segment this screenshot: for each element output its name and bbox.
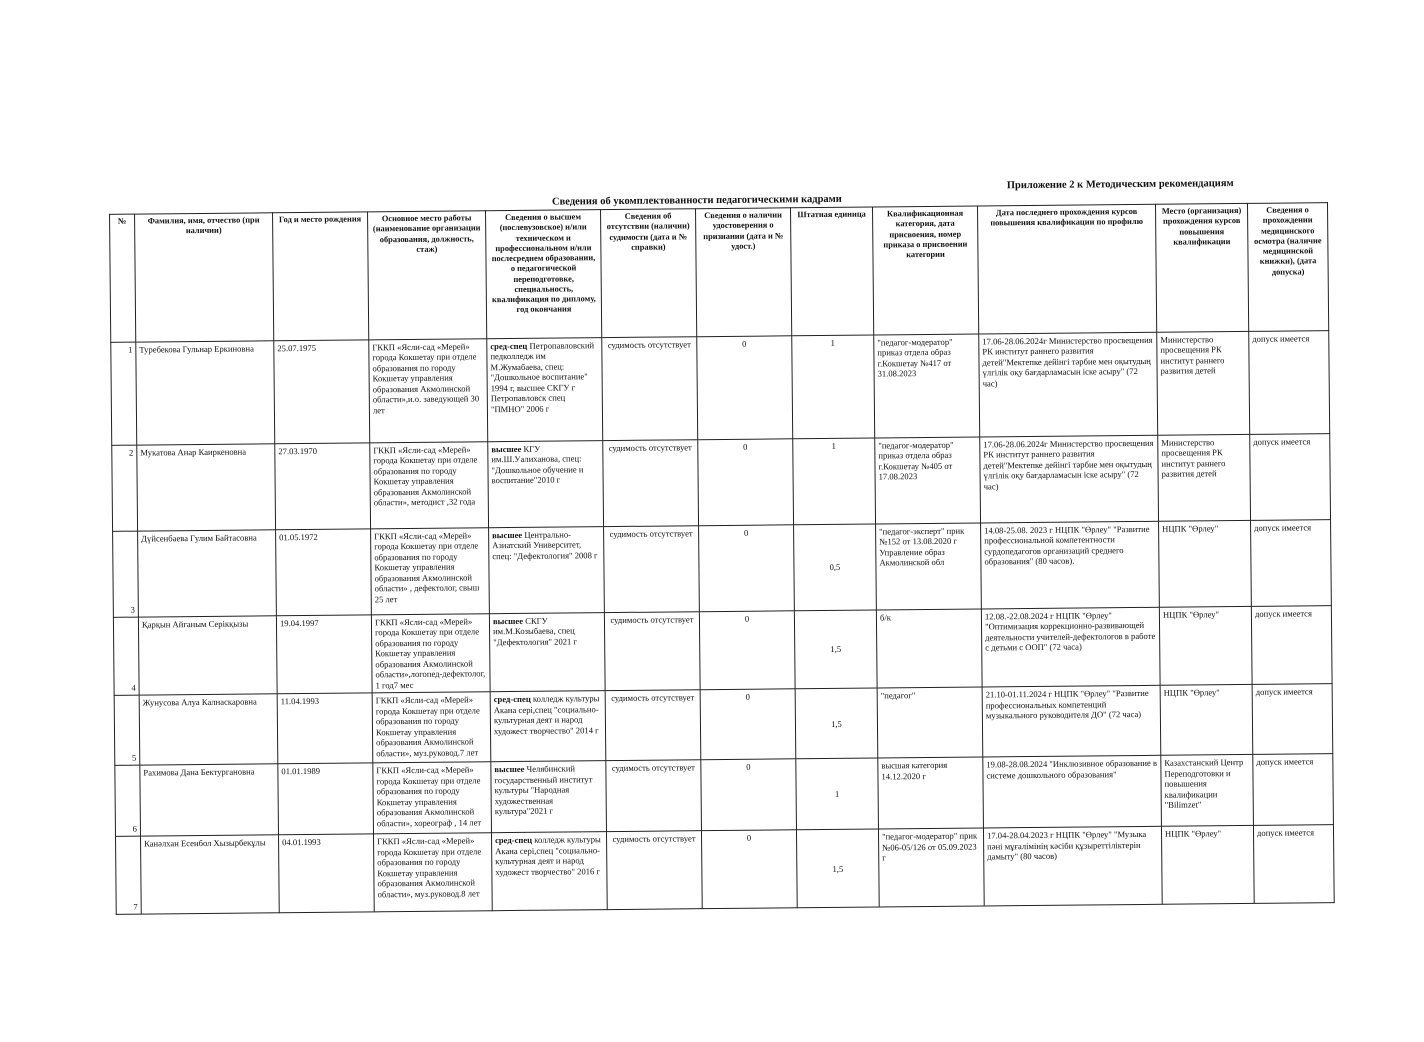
staff-unit: 1,5 [796,829,879,908]
teacher-name: Жунусова Алуа Калнаскаровна [139,694,278,765]
column-header: № [110,214,136,342]
courses-place: НЦПК "Өрлеу" [1161,826,1254,905]
courses-date: 12.08.-22.08.2024 г НЦПК "Өрлеу" "Оптимизация коррекционно-развивающей деятельности учителей-дефектологов в работе с детьми с ООП" (72 часа) [981,607,1160,687]
row-number: 2 [112,445,138,531]
table-header-row [110,203,1329,343]
row-number: 7 [116,836,142,914]
table-row [115,754,1334,837]
education-text: СКГУ им.М.Козыбаева, спец "Дефектология" 2021 г [493,615,578,648]
education-level: высшее [494,764,525,775]
criminal-record: судимость отсутствует [603,440,699,527]
criminal-record: судимость отсутствует [605,690,701,761]
education-text: КГУ им.Ш.Уалиханова, спец: "Дошкольное обучение и воспитание"2010 г [491,443,584,486]
appendix-note: Приложение 2 к Методическим рекомендациям [1006,178,1234,192]
workplace: ГККП «Ясли-сад «Мерей» города Кокшетау при отделе образования по городу Кокшетау управления образования Акмолинской области», муз.руковод.8 лет [374,833,493,912]
column-header: Сведения о высшем (послевузовское) н/или техническом и профессиональном н/или послесреднем образовании, о педагогической переподготовке, специальность, квалификация по диплому, год окончания [486,210,602,339]
education-level: высшее [492,529,523,541]
workplace: ГККП «Ясли-сад «Мерей» города Кокшетау при отделе образования по городу Кокшетау управления образования Акмолинской области»,и.о. заведующей 30 лет [369,339,488,443]
workplace: ГККП «Ясли-сад «Мерей» города Кокшетау при отделе образования по городу Кокшетау управления образования Акмолинской области», методист ,32 года [370,442,489,529]
recognition-certificate: 0 [701,830,797,909]
birth-date: 27.03.1970 [275,443,371,530]
staff-unit: 1 [793,438,876,525]
staff-unit: 1,5 [794,610,877,689]
workplace: ГККП «Ясли-сад «Мерей» города Кокшетау при отделе образования по городу Кокшетау управления образования Акмолинской области», муз.руковод.7 лет [372,692,491,763]
medical-check: допуск имеется [1253,825,1334,904]
row-number: 6 [115,765,141,836]
column-header: Квалификационная категория, дата присвоения, номер приказа о присвоении категории [873,206,979,335]
staff-table [109,202,1335,915]
birth-date: 25.07.1975 [274,340,370,444]
courses-date: 17.04-28.04.2023 г НЦПК "Өрлеу" "Музыка пәні мұғалімінің кәсіби құзыреттіліктерін дамыту" (80 часов) [983,827,1162,907]
courses-date: 19.08-28.08.2024 "Инклюзивное образование в системе дошкольного образования" [983,756,1162,829]
education-level: сред-спец [490,340,528,352]
recognition-certificate: 0 [700,689,796,760]
medical-check: допуск имеется [1253,754,1334,826]
criminal-record: судимость отсутствует [604,526,700,613]
education-text: колледж культуры Акана серi,спец "социально-культурная деят и народ художест творчество" 2016 г [495,834,601,878]
education-text: Челябинский государственный институт культуры "Народная художественная культура"2021 г [494,763,593,817]
column-header: Сведения о прохождении медицинского осмотра (наличие медицинской книжки), (дата допуска) [1247,203,1328,332]
birth-date: 01.05.1972 [276,529,372,616]
education-level: сред-спец [495,835,533,846]
table-row [113,606,1332,696]
education-level: высшее [491,443,522,455]
recognition-certificate: 0 [701,759,797,831]
birth-date: 04.01.1993 [279,834,375,913]
medical-check: допуск имеется [1251,520,1332,607]
staff-unit: 0,5 [794,524,877,611]
qualification-category: "педагог-модератор" приказ отдела образ г.Кокшетау №405 от 17.08.2023 [875,437,981,524]
teacher-name: Туребекова Гульнар Еркиновна [136,341,275,445]
education-level: высшее [492,615,524,627]
medical-check: допуск имеется [1251,606,1332,685]
qualification-category: "педагог-модератор" прик №06-05/126 от 05.09.2023 г [878,828,984,907]
staff-unit: 1 [796,758,879,830]
workplace: ГККП «Ясли-сад «Мерей» города Кокшетау при отделе образования по городу Кокшетау управления образования Акмолинской области»,логопед-дефектолог, 1 год7 мес [371,614,490,694]
table-row [114,684,1333,766]
courses-place: Казахстанский Центр Переподготовки и повышения квалификации "Bilimzet" [1161,755,1254,827]
medical-check: допуск имеется [1249,331,1330,435]
staff-unit: 1,5 [795,688,878,759]
courses-date: 17.06-28.06.2024г Министерство просвещения РК институт раннего развития детей"Мектепке дейінгі тәрбие мен оқытудың үлгілік оқу бағдарламасын іске асыру" (72 час) [979,332,1158,437]
education-cell [490,691,606,762]
birth-date: 19.04.1997 [276,615,372,694]
table-row [116,825,1335,915]
recognition-certificate: 0 [699,611,795,690]
teacher-name: Дүйсенбаева Гулим Байтасовна [138,530,277,617]
column-header: Основное место работы (наименование организации образования, должность, стаж) [368,211,487,340]
teacher-name: Қарқын Айганым Серікқызы [138,616,277,696]
education-cell [489,613,605,692]
education-cell [488,441,604,528]
column-header: Место (организация) прохождения курсов повышения квалификации [1155,203,1248,332]
courses-place: НЦПК "Өрлеу" [1159,520,1252,607]
qualification-category: "педагог-эксперт" прик №152 от 13.08.2020 г Управление образ Акмолинской обл [876,523,982,610]
row-number: 3 [113,531,139,617]
table-row [112,434,1331,532]
education-text: Центрально-Азиатский Университет, спец: "Дефектология" 2008 г [492,529,598,562]
teacher-name: Рахимова Дана Бектургановна [140,764,279,836]
medical-check: допуск имеется [1250,434,1331,521]
education-text: Петропавловский педколледж им М.Жумабаева, спец: "Дошкольное воспитание" 1994 г, высшее СКГУ г Петропавловск спец "ПМНО" 2006 г [490,340,595,415]
courses-place: НЦПК "Өрлеу" [1159,606,1252,685]
courses-date: 17.06-28.06.2024г Министерство просвещения РК институт раннего развития детей"Мектепке дейінгі тәрбие мен оқытудың үлгілік оқу бағдарламасын іске асыру" (72 час) [980,435,1159,523]
qualification-category: высшая категория 14.12.2020 г [878,757,984,829]
table-row [111,331,1330,446]
courses-date: 14.08-25.08. 2023 г НЦПК "Өрлеу" "Развитие профессиональной компетентности сурдопедагогов организаций среднего образования" (80 часов). [981,521,1160,609]
column-header: Фамилия, имя, отчество (при наличии) [135,213,274,342]
education-text: колледж культуры Акана серi,спец "социально-культурная деят и народ художест творчество" 2014 г [493,693,600,737]
workplace: ГККП «Ясли-сад «Мерей» города Кокшетау при отделе образования по городу Кокшетау управления образования Акмолинской области», хореограф , 14 лет [373,762,492,834]
teacher-name: Канәлхан Есенбол Хызырбекұлы [141,835,280,914]
education-level: сред-спец [493,694,531,705]
education-cell [491,761,607,833]
courses-date: 21.10-01.11.2024 г НЦПК "Өрлеу" "Развитие профессиональных компетенций музыкального руководителя ДО" (72 часа) [982,686,1161,758]
qualification-category: "педагог" [877,687,983,758]
row-number: 4 [113,617,139,696]
medical-check: допуск имеется [1252,684,1333,755]
birth-date: 11.04.1993 [277,693,373,764]
row-number: 1 [111,342,137,445]
recognition-certificate: 0 [699,525,795,612]
document-title: Сведения об укомплектованности педагогическими кадрами [551,193,842,208]
column-header: Сведения об отсутствии (наличии) судимости (дата и № справки) [601,209,697,338]
column-header: Год и место рождения [273,212,369,341]
education-cell [489,527,605,614]
staff-unit: 1 [792,335,875,439]
qualification-category: б/к [876,609,982,688]
criminal-record: судимость отсутствует [606,760,702,832]
recognition-certificate: 0 [697,336,793,440]
criminal-record: судимость отсутствует [606,831,702,910]
education-cell [491,832,607,911]
table-row [113,520,1332,618]
criminal-record: судимость отсутствует [602,337,698,441]
column-header: Штатная единица [791,207,874,336]
column-header: Дата последнего прохождения курсов повышения квалификации по профилю [977,204,1156,334]
education-cell [487,338,603,442]
column-header: Сведения о наличии удостоверения о признании (дата и № удост.) [696,208,792,337]
courses-place: Министерство просвещения РК институт раннего развития детей [1158,434,1251,521]
courses-place: НЦПК "Өрлеу" [1160,685,1253,756]
recognition-certificate: 0 [698,439,794,526]
courses-place: Министерство просвещения РК институт раннего развития детей [1157,331,1250,435]
qualification-category: "педагог-модератор" приказ отдела образ г.Кокшетау №417 от 31.08.2023 [874,334,980,438]
birth-date: 01.01.1989 [278,763,374,835]
teacher-name: Мукатова Анар Каиркеновна [137,444,276,531]
row-number: 5 [114,695,140,765]
criminal-record: судимость отсутствует [604,612,700,691]
workplace: ГККП «Ясли-сад «Мерей» города Кокшетау при отделе образования по городу Кокшетау управления образования Акмолинской области» , дефектолог, свыш 25 лет [371,528,490,615]
